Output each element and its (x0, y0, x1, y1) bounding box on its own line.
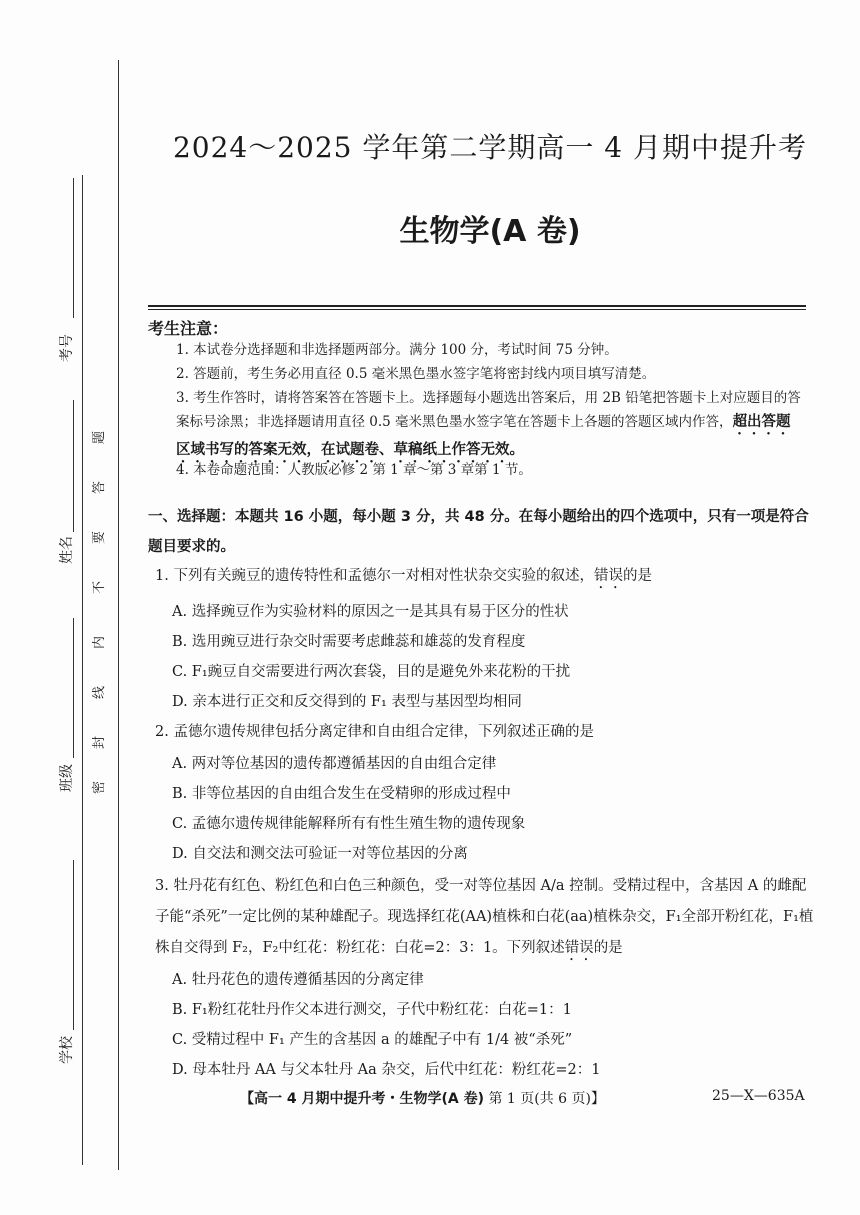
option-c[interactable]: C. 孟德尔遗传规律能解释所有有性生殖生物的遗传现象 (172, 816, 526, 832)
notice-item (176, 386, 802, 466)
option-c[interactable]: C. 受精过程中 F₁ 产生的含基因 a 的雄配子中有 1/4 被“杀死” (172, 1032, 573, 1048)
field-line-exam-no[interactable] (73, 178, 74, 318)
option-d[interactable]: D. 自交法和测交法可验证一对等位基因的分离 (172, 846, 468, 862)
footer-page: 第 1 页(共 6 页)】 (488, 1091, 605, 1107)
seal-char: 内 (92, 635, 108, 650)
question-stem-emphasis: 错误 (593, 568, 623, 584)
footer-title: 【高一 4 月期中提升考・生物学(A 卷) (240, 1091, 484, 1107)
question-stem (155, 871, 815, 964)
question-stem-end: 的是 (593, 940, 623, 956)
question-stem-end: 的是 (622, 568, 652, 584)
question-stem-emphasis: 错误 (564, 940, 594, 956)
binding-line-inner (118, 60, 119, 1170)
field-line-school[interactable] (73, 860, 74, 1030)
field-line-class[interactable] (73, 618, 74, 758)
seal-char: 封 (92, 735, 108, 750)
paper-code: 25—X—635A (712, 1088, 805, 1104)
seal-char: 题 (92, 430, 108, 445)
exam-title: 2024～2025 学年第二学期高一 4 月期中提升考 (172, 131, 808, 164)
notice-heading: 考生注意： (148, 319, 229, 338)
option-a[interactable]: A. 选择豌豆作为实验材料的原因之一是其具有易于区分的性状 (172, 604, 569, 620)
question-stem-text: 1. 下列有关豌豆的遗传特性和孟德尔一对相对性状杂交实验的叙述， (155, 568, 594, 584)
option-d[interactable]: D. 亲本进行正交和反交得到的 F₁ 表型与基因型均相同 (172, 694, 522, 710)
section-heading: 一、选择题：本题共 16 小题，每小题 3 分，共 48 分。在每小题给出的四个选项中，只有一项是符合题目要求的。 (148, 509, 809, 555)
header-rule (148, 305, 806, 307)
seal-char: 不 (92, 580, 108, 595)
question-stem: 2. 孟德尔遗传规律包括分离定律和自由组合定律，下列叙述正确的是 (155, 724, 594, 740)
field-label-class: 班级 (59, 764, 75, 792)
option-c[interactable]: C. F₁豌豆自交需要进行两次套袋，目的是避免外来花粉的干扰 (172, 664, 571, 680)
question-stem-text: 3. 牡丹花有红色、粉红色和白色三种颜色，受一对等位基因 A/a 控制。受精过程中，含基因 A 的雌配子能“杀死”一定比例的某种雄配子。现选择红花(AA)植株和白花(aa)植株杂交，F₁全部开粉红花，F₁植株自交得到 F₂，F₂中红花：粉红花：白花=2：3：1。下列叙述 (155, 878, 814, 956)
seal-char: 线 (92, 685, 108, 700)
option-d[interactable]: D. 母本牡丹 AA 与父本牡丹 Aa 杂交，后代中红花：粉红花=2：1 (172, 1062, 601, 1078)
notice-item: 4. 本卷命题范围：人教版必修 2 第 1 章～第 3 章第 1 节。 (176, 462, 532, 478)
notice-emphasis: 超出答题区域书写的答案无效，在试题卷、草稿纸上作答无效。 (176, 414, 791, 458)
seal-char: 密 (92, 780, 108, 795)
question-stem (155, 562, 815, 592)
option-b[interactable]: B. 非等位基因的自由组合发生在受精卵的形成过程中 (172, 786, 511, 802)
seal-char: 答 (92, 480, 108, 495)
option-b[interactable]: B. 选用豌豆进行杂交时需要考虑雌蕊和雄蕊的发育程度 (172, 634, 526, 650)
field-label-name: 姓名 (59, 536, 75, 564)
page-footer (240, 1088, 605, 1108)
field-label-exam-no: 考号 (59, 334, 75, 362)
field-label-school: 学校 (59, 1036, 75, 1064)
notice-item-text: 3. 考生作答时，请将答案答在答题卡上。选择题每小题选出答案后，用 2B 铅笔把答题卡上对应题目的答案标号涂黑；非选择题请用直径 0.5 毫米黑色墨水签字笔在答题卡上各题的答题区域内作答， (176, 390, 801, 430)
option-b[interactable]: B. F₁粉红花牡丹作父本进行测交，子代中粉红花：白花=1：1 (172, 1002, 572, 1018)
notice-item: 2. 答题前，考生务必用直径 0.5 毫米黑色墨水签字笔将密封线内项目填写清楚。 (176, 366, 656, 382)
exam-subtitle: 生物学(A 卷) (399, 214, 581, 249)
binding-line-outer (82, 175, 83, 1165)
header-rule (148, 309, 806, 310)
notice-item: 1. 本试卷分选择题和非选择题两部分。满分 100 分，考试时间 75 分钟。 (176, 342, 618, 358)
field-line-name[interactable] (73, 400, 74, 532)
option-a[interactable]: A. 两对等位基因的遗传都遵循基因的自由组合定律 (172, 756, 497, 772)
seal-char: 要 (92, 530, 108, 545)
option-a[interactable]: A. 牡丹花色的遗传遵循基因的分离定律 (172, 972, 424, 988)
